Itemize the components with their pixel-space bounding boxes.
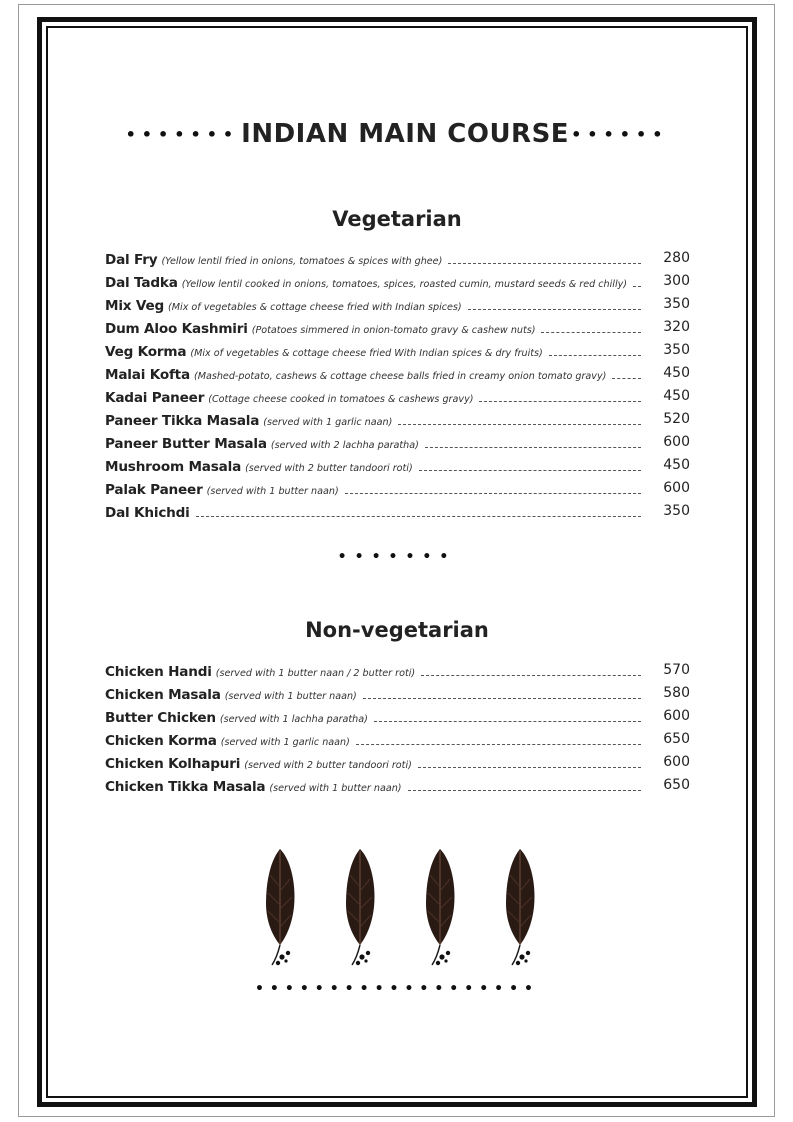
menu-item-text — [105, 252, 643, 268]
dotted-leader — [345, 493, 641, 494]
menu-item-name: Paneer Butter Masala — [105, 436, 267, 452]
menu-title: INDIAN MAIN COURSE — [241, 119, 570, 149]
menu-item-text — [105, 390, 643, 406]
menu-item-price: 650 — [663, 731, 690, 747]
menu-item-price: 600 — [663, 754, 690, 770]
feather-icon — [346, 849, 374, 965]
menu-item-description: (Yellow lentil fried in onions, tomatoes & spices with ghee) — [161, 256, 443, 267]
menu-item-name: Chicken Masala — [105, 687, 221, 703]
dotted-leader — [633, 286, 641, 287]
dotted-leader — [541, 332, 641, 333]
menu-item-name: Chicken Handi — [105, 664, 212, 680]
menu-item-description: (Mix of vegetables & cottage cheese fried with Indian spices) — [168, 302, 462, 313]
menu-item-text — [105, 367, 643, 383]
menu-item-name: Dal Khichdi — [105, 505, 190, 521]
dotted-leader — [468, 309, 641, 310]
menu-item-row — [105, 360, 690, 383]
menu-item-row — [105, 337, 690, 360]
feather-icon — [506, 849, 534, 965]
menu-item-text — [105, 710, 643, 726]
menu-item-row — [105, 772, 690, 795]
menu-item-description: (served with 1 lachha paratha) — [219, 714, 368, 725]
menu-item-price: 570 — [663, 662, 690, 678]
menu-item-price: 350 — [663, 296, 690, 312]
dotted-leader — [374, 721, 641, 722]
dotted-leader — [418, 767, 641, 768]
menu-item-text — [105, 436, 643, 452]
dotted-leader — [549, 355, 641, 356]
feather-icon — [426, 849, 454, 965]
menu-item-text — [105, 779, 643, 795]
menu-item-text — [105, 344, 643, 360]
dotted-leader — [363, 698, 641, 699]
menu-item-text — [105, 321, 643, 337]
menu-item-name: Dal Fry — [105, 252, 158, 268]
menu-item-price: 450 — [663, 365, 690, 381]
menu-item-price: 600 — [663, 708, 690, 724]
menu-item-row — [105, 268, 690, 291]
footer-dots: ••••••••••••••••••• — [254, 981, 540, 997]
menu-item-description: (Mix of vegetables & cottage cheese fried With Indian spices & dry fruits) — [190, 348, 543, 359]
menu-item-row — [105, 703, 690, 726]
menu-item-row — [105, 406, 690, 429]
menu-item-text — [105, 413, 643, 429]
menu-item-description: (served with 1 butter naan) — [206, 486, 339, 497]
menu-item-description: (Mashed-potato, cashews & cottage cheese balls fried in creamy onion tomato gravy) — [193, 371, 607, 382]
menu-item-price: 520 — [663, 411, 690, 427]
menu-item-name: Veg Korma — [105, 344, 187, 360]
menu-item-text — [105, 505, 643, 521]
menu-item-description: (served with 2 butter tandoori roti) — [245, 463, 413, 474]
section-heading-non-vegetarian: Non-vegetarian — [305, 618, 489, 642]
menu-item-row — [105, 680, 690, 703]
dotted-leader — [196, 516, 641, 517]
menu-item-name: Chicken Tikka Masala — [105, 779, 266, 795]
menu-item-description: (served with 1 butter naan) — [269, 783, 402, 794]
menu-item-name: Butter Chicken — [105, 710, 216, 726]
menu-item-price: 320 — [663, 319, 690, 335]
menu-item-name: Malai Kofta — [105, 367, 190, 383]
menu-item-row — [105, 726, 690, 749]
menu-item-price: 450 — [663, 457, 690, 473]
title-dots-right: •••••• — [571, 124, 669, 144]
menu-item-price: 580 — [663, 685, 690, 701]
menu-item-name: Mushroom Masala — [105, 459, 242, 475]
menu-item-text — [105, 733, 643, 749]
feather-icon — [266, 849, 294, 965]
dotted-leader — [421, 675, 641, 676]
menu-item-name: Chicken Korma — [105, 733, 217, 749]
dotted-leader — [612, 378, 641, 379]
menu-item-description: (Cottage cheese cooked in tomatoes & cashews gravy) — [208, 394, 474, 405]
non-vegetarian-list — [105, 657, 690, 795]
menu-item-price: 600 — [663, 434, 690, 450]
menu-item-row — [105, 314, 690, 337]
section-divider-dots: ••••••• — [337, 549, 457, 565]
menu-item-description: (served with 1 butter naan) — [224, 691, 357, 702]
menu-item-price: 650 — [663, 777, 690, 793]
menu-item-row — [105, 429, 690, 452]
dotted-leader — [479, 401, 641, 402]
menu-item-text — [105, 687, 643, 703]
dotted-leader — [356, 744, 641, 745]
menu-item-row — [105, 475, 690, 498]
dotted-leader — [398, 424, 641, 425]
menu-item-text — [105, 459, 643, 475]
menu-item-row — [105, 452, 690, 475]
menu-item-name: Chicken Kolhapuri — [105, 756, 241, 772]
menu-item-description: (served with 1 garlic naan) — [263, 417, 393, 428]
menu-item-name: Kadai Paneer — [105, 390, 205, 406]
menu-item-text — [105, 275, 643, 291]
menu-item-price: 600 — [663, 480, 690, 496]
menu-item-name: Dal Tadka — [105, 275, 178, 291]
section-heading-vegetarian: Vegetarian — [332, 207, 462, 231]
menu-item-text — [105, 298, 643, 314]
title-dots-left: ••••••• — [125, 124, 240, 144]
menu-item-description: (Yellow lentil cooked in onions, tomatoes, spices, roasted cumin, mustard seeds & red chilly) — [181, 279, 628, 290]
menu-item-price: 300 — [663, 273, 690, 289]
menu-item-row — [105, 749, 690, 772]
menu-title-row — [46, 114, 748, 154]
menu-item-price: 350 — [663, 503, 690, 519]
menu-item-price: 280 — [663, 250, 690, 266]
menu-item-text — [105, 664, 643, 680]
menu-item-row — [105, 383, 690, 406]
menu-item-price: 350 — [663, 342, 690, 358]
menu-item-text — [105, 482, 643, 498]
dotted-leader — [419, 470, 641, 471]
dotted-leader — [425, 447, 641, 448]
menu-item-row — [105, 657, 690, 680]
menu-item-name: Palak Paneer — [105, 482, 203, 498]
menu-item-row — [105, 498, 690, 521]
menu-item-row — [105, 291, 690, 314]
menu-item-name: Paneer Tikka Masala — [105, 413, 260, 429]
menu-item-description: (served with 2 butter tandoori roti) — [244, 760, 412, 771]
menu-item-description: (served with 1 garlic naan) — [220, 737, 350, 748]
feather-decoration — [240, 845, 560, 975]
menu-item-price: 450 — [663, 388, 690, 404]
vegetarian-list — [105, 245, 690, 521]
menu-item-name: Dum Aloo Kashmiri — [105, 321, 248, 337]
dotted-leader — [408, 790, 641, 791]
menu-item-name: Mix Veg — [105, 298, 165, 314]
dotted-leader — [448, 263, 641, 264]
menu-item-text — [105, 756, 643, 772]
menu-item-description: (served with 2 lachha paratha) — [270, 440, 419, 451]
menu-item-description: (served with 1 butter naan / 2 butter roti) — [215, 668, 416, 679]
menu-item-description: (Potatoes simmered in onion-tomato gravy & cashew nuts) — [251, 325, 536, 336]
menu-item-row — [105, 245, 690, 268]
